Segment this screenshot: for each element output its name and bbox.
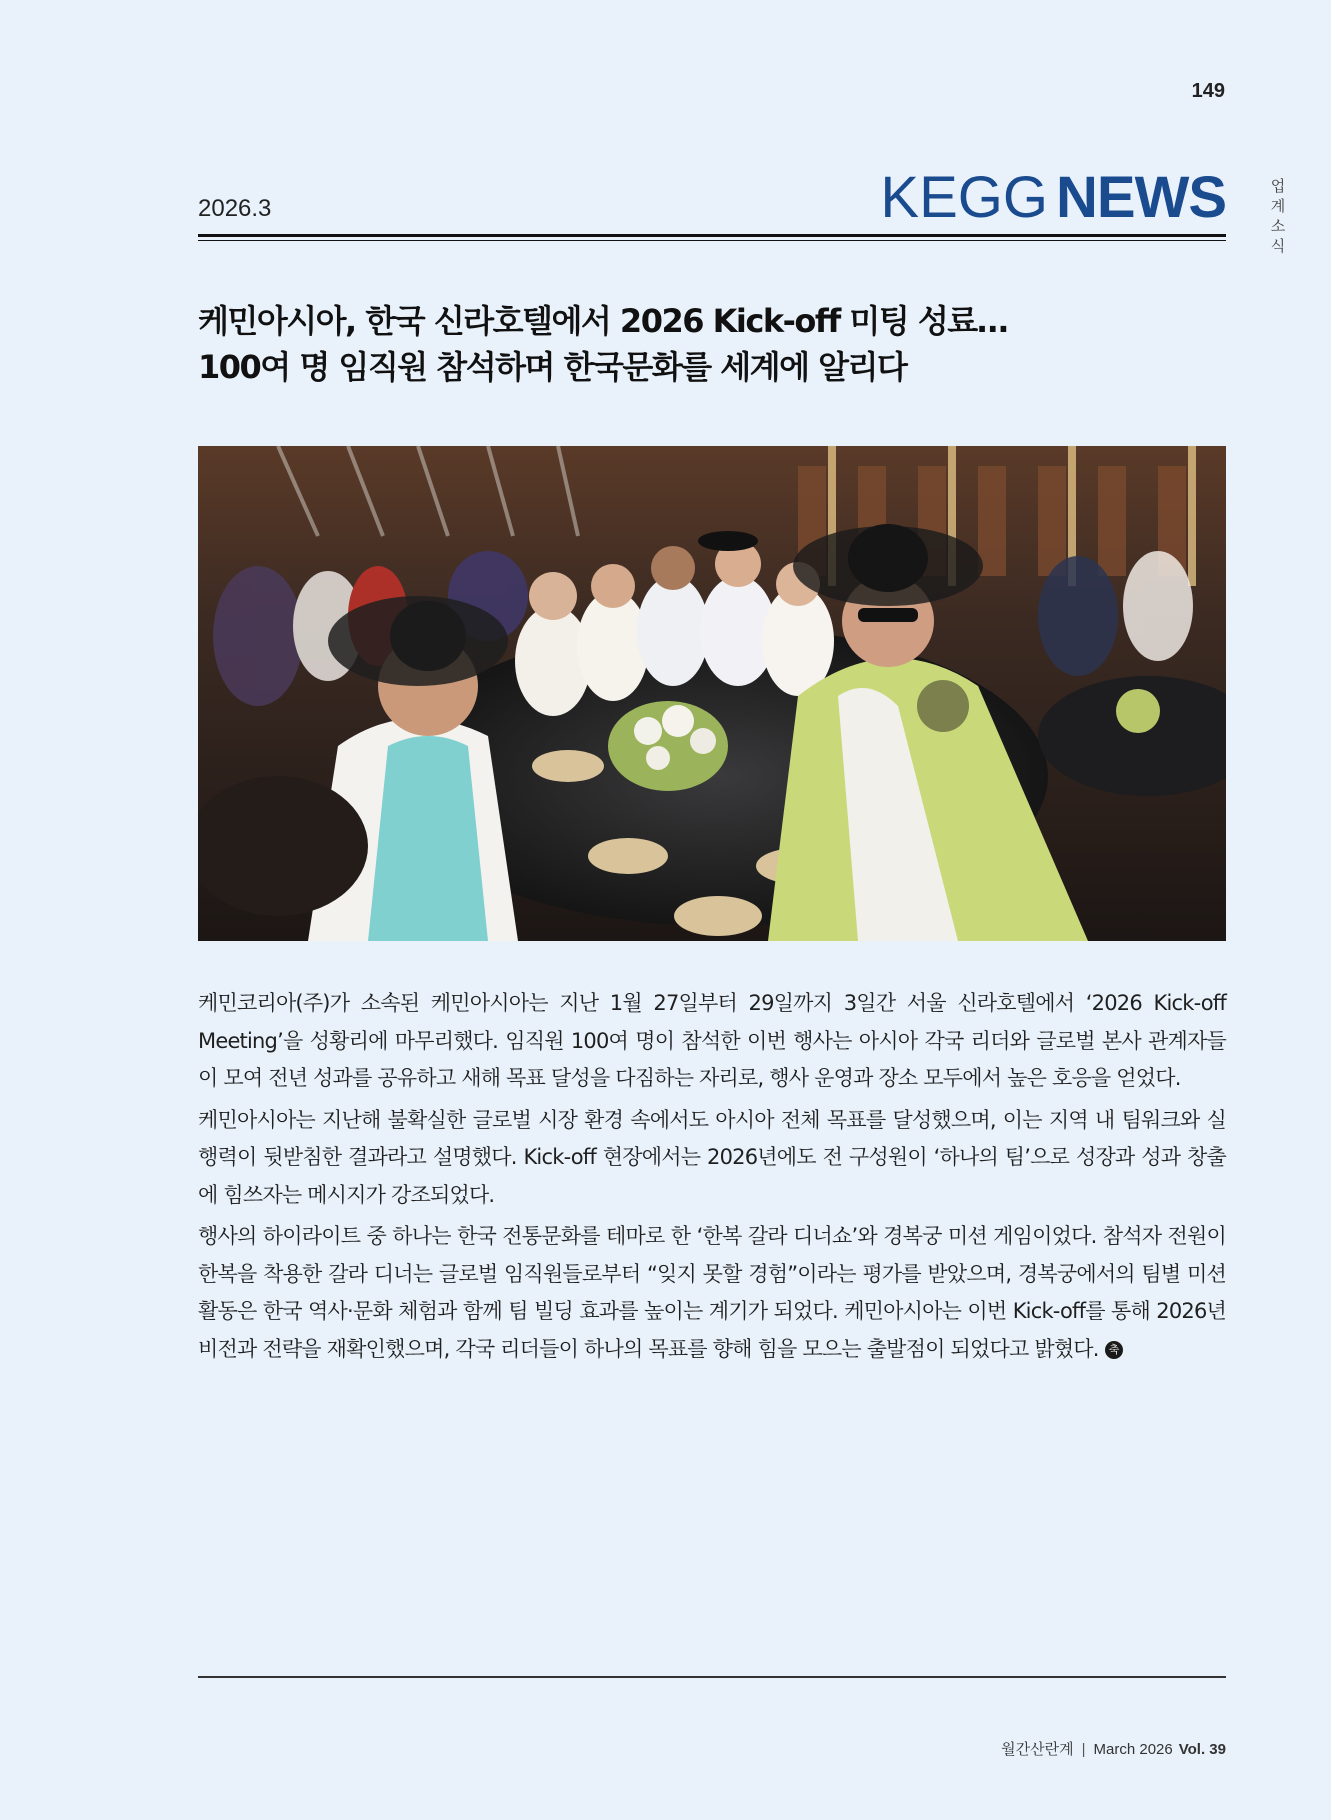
- article-paragraph-3-text: 행사의 하이라이트 중 하나는 한국 전통문화를 테마로 한 ‘한복 갈라 디너쇼’와 경복궁 미션 게임이었다. 참석자 전원이 한복을 착용한 갈라 디너는 글로벌 임직원들로부터 “잊지 못할 경험”이라는 평가를 받았으며, 경복궁에서의 팀별 미션 활동은 한국 역사·문화 체험과 함께 팀 빌딩 효과를 높이는 계기가 되었다. 케민아시아는 이번 Kick-off를 통해 2026년 비전과 전략을 재확인했으며, 각국 리더들이 하나의 목표를 향해 힘을 모으는 출발점이 되었다고 밝혔다.: [198, 1224, 1226, 1361]
- headline-line-2: 100여 명 임직원 참석하며 한국문화를 세계에 알리다: [198, 348, 907, 386]
- page-footer: [1001, 1738, 1226, 1759]
- article-headline: [198, 298, 1228, 390]
- brand-logo: [880, 165, 1226, 230]
- footer-separator: |: [1081, 1741, 1086, 1758]
- dinner-photo-illustration: [198, 446, 1226, 941]
- article-body: [198, 985, 1226, 1372]
- header-rule: [198, 234, 1226, 237]
- article-paragraph-3: [198, 1218, 1226, 1368]
- footer-rule: [198, 1676, 1226, 1678]
- article-paragraph-1: 케민코리아(주)가 소속된 케민아시아는 지난 1월 27일부터 29일까지 3일간 서울 신라호텔에서 ‘2026 Kick-off Meeting’을 성황리에 마무리했다. 임직원 100여 명이 참석한 이번 행사는 아시아 각국 리더와 글로벌 본사 관계자들이 모여 전년 성과를 공유하고 새해 목표 달성을 다짐하는 자리로, 행사 운영과 장소 모두에서 높은 호응을 얻었다.: [198, 991, 1226, 1090]
- headline-line-1: 케민아시아, 한국 신라호텔에서 2026 Kick-off 미팅 성료…: [198, 302, 1008, 340]
- article-photo: [198, 446, 1226, 941]
- article-paragraph-2: 케민아시아는 지난해 불확실한 글로벌 시장 환경 속에서도 아시아 전체 목표를 달성했으며, 이는 지역 내 팀워크와 실행력이 뒷받침한 결과라고 설명했다. Kick-off 현장에서는 2026년에도 전 구성원이 ‘하나의 팀’으로 성장과 성과 창출에 힘쓰자는 메시지가 강조되었다.: [198, 1107, 1226, 1207]
- footer-magazine-name: 월간산란계: [1001, 1741, 1074, 1758]
- footer-issue: March 2026: [1093, 1741, 1173, 1758]
- page-number: 149: [1191, 80, 1225, 102]
- footer-volume: Vol. 39: [1178, 1741, 1226, 1758]
- section-side-tab: 업계 소식: [1270, 177, 1286, 255]
- brand-logo-bold: NEWS: [1056, 165, 1226, 230]
- brand-logo-light: KEGG: [880, 165, 1048, 230]
- issue-date: 2026.3: [198, 195, 272, 222]
- article-end-icon: 축: [1105, 1341, 1123, 1359]
